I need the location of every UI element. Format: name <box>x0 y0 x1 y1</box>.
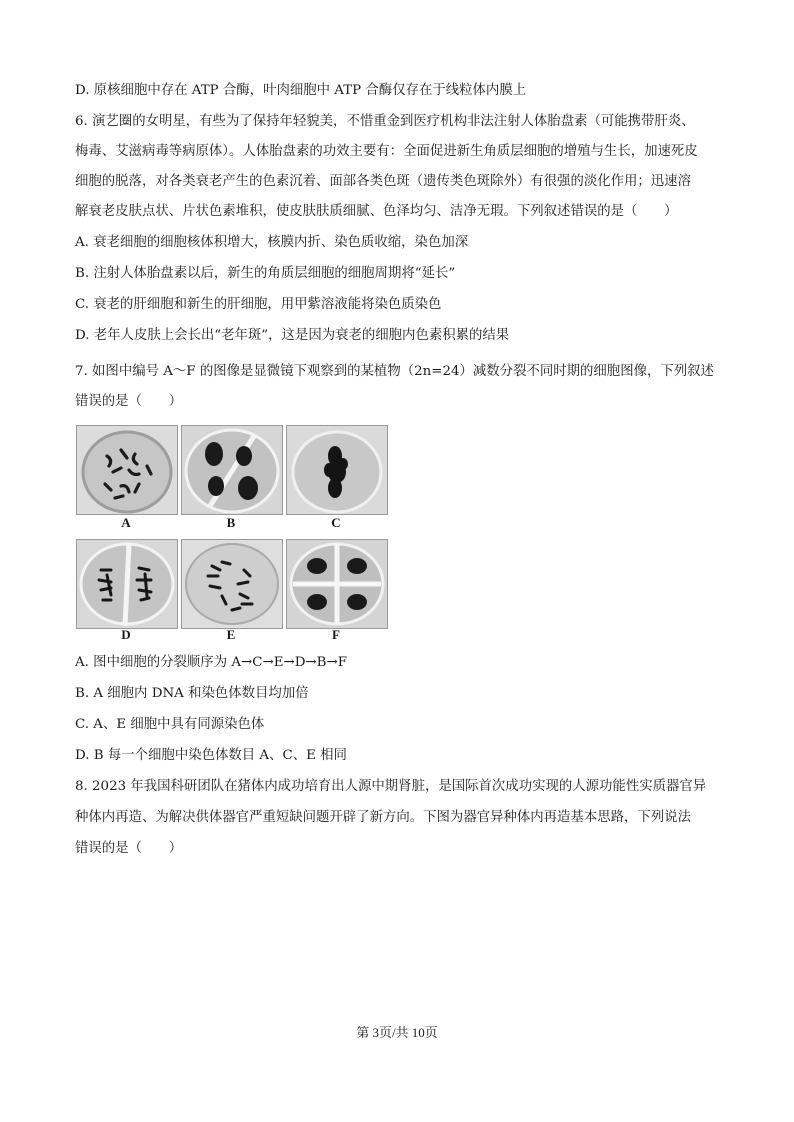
q6-option-b: B. 注射人体胎盘素以后，新生的角质层细胞的细胞周期将“延长” <box>75 266 456 281</box>
page-footer: 第 3页/共 10页 <box>356 1025 438 1040</box>
micrograph-c <box>286 425 388 515</box>
q7-option-b: B. A 细胞内 DNA 和染色体数目均加倍 <box>75 686 309 701</box>
q6-option-a: A. 衰老细胞的细胞核体积增大，核膜内折、染色质收缩，染色加深 <box>75 235 469 250</box>
micrograph-e <box>181 539 283 629</box>
q7-option-d: D. B 每一个细胞中染色体数目 A、C、E 相同 <box>75 748 347 763</box>
q7-option-a: A. 图中细胞的分裂顺序为 A→C→E→D→B→F <box>75 655 348 670</box>
q6-stem-line3: 细胞的脱落，对各类衰老产生的色素沉着、面部各类色斑（遗传类色斑除外）有很强的淡化作用；迅速溶 <box>75 174 691 189</box>
micrograph-figure <box>76 425 388 645</box>
q8-stem-line3: 错误的是（ ） <box>75 841 183 856</box>
micrograph-f <box>286 539 388 629</box>
micrograph-c-label: C <box>331 515 341 530</box>
q7-stem-line2: 错误的是（ ） <box>75 394 183 409</box>
q8-stem-line2: 种体内再造、为解决供体器官严重短缺问题开辟了新方向。下图为器官异种体内再造基本思路，下列说法 <box>75 810 691 825</box>
q7-option-c: C. A、E 细胞中具有同源染色体 <box>75 717 265 732</box>
micrograph-e-label: E <box>226 627 236 642</box>
micrograph-d-label: D <box>121 627 131 642</box>
q8-stem-line1: 8. 2023 年我国科研团队在猪体内成功培育出人源中期肾脏，是国际首次成功实现的人源功能性实质器官异 <box>75 779 707 794</box>
q6-option-c: C. 衰老的肝细胞和新生的肝细胞，用甲紫溶液能将染色质染色 <box>75 297 442 312</box>
micrograph-f-label: F <box>332 627 340 642</box>
micrograph-a <box>76 425 178 515</box>
q6-stem-line2: 梅毒、艾滋病毒等病原体）。人体胎盘素的功效主要有：全面促进新生角质层细胞的增殖与生长，加速死皮 <box>75 144 698 159</box>
q7-stem-line1: 7. 如图中编号 A～F 的图像是显微镜下观察到的某植物（2n=24）减数分裂不同时期的细胞图像，下列叙述 <box>75 364 714 379</box>
micrograph-b-label: B <box>226 515 236 530</box>
q5-option-d: D. 原核细胞中存在 ATP 合酶，叶肉细胞中 ATP 合酶仅存在于线粒体内膜上 <box>75 83 527 98</box>
q6-option-d: D. 老年人皮肤上会长出“老年斑”，这是因为衰老的细胞内色素积累的结果 <box>75 328 510 343</box>
q6-stem-line1: 6. 演艺圈的女明星，有些为了保持年轻貌美，不惜重金到医疗机构非法注射人体胎盘素（可能携带肝炎、 <box>75 114 695 129</box>
micrograph-b <box>181 425 283 515</box>
q6-stem-line4: 解衰老皮肤点状、片状色素堆积，使皮肤肤质细腻、色泽均匀、洁净无瑕。下列叙述错误的是（ ） <box>75 204 678 219</box>
micrograph-d <box>76 539 178 629</box>
micrograph-a-label: A <box>121 515 131 530</box>
